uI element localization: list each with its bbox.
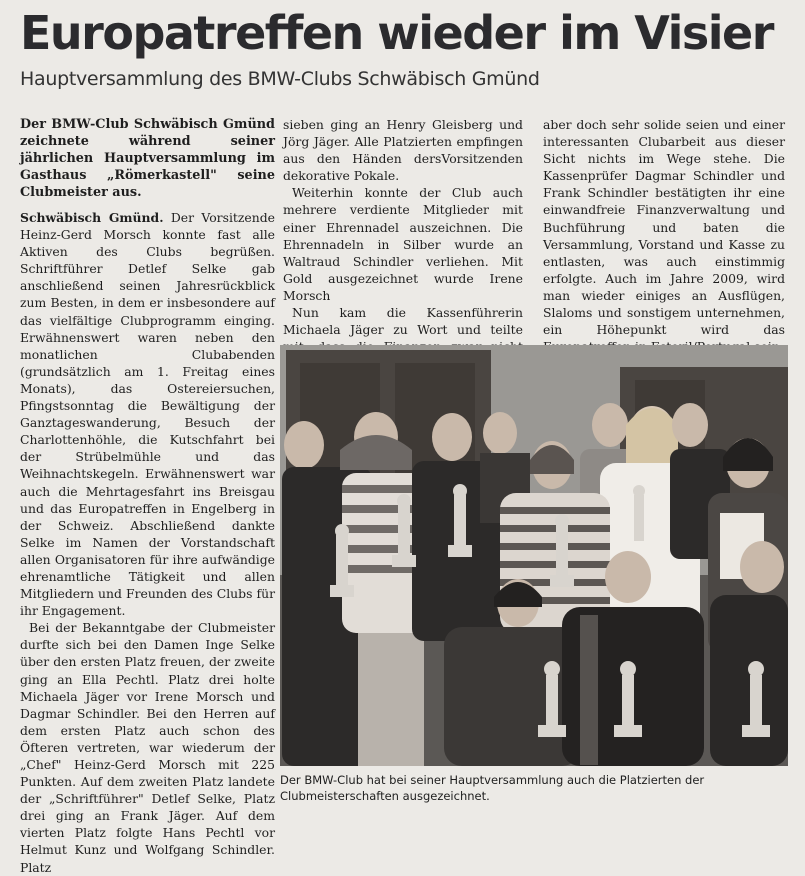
- article-headline: Europatreffen wieder im Visier: [20, 6, 773, 60]
- article-dateline: Schwäbisch Gmünd.: [20, 210, 164, 225]
- article-paragraph: Bei der Bekanntgabe der Clubmeister durfte sich bei den Damen Inge Selke über den ersten Platz freuen, der zweite ging an Ella Pechtl. Platz drei holte Michaela Jäger vor Irene Morsch und Dagmar Schindler. Bei den Herren auf dem ersten Platz auch schon des Öfteren vertreten, war wiederum der „Chef" Heinz-Gerd Morsch mit 225 Punkten. Auf dem zweiten Platz landete der „Schriftführer" Detlef Selke, Platz drei ging an Frank Jäger. Auf dem vierten Platz folgte Hans Pechtl vor Helmut Kunz und Wolfgang Schindler. Platz: [20, 620, 275, 875]
- article-column-2: [283, 116, 523, 372]
- article-column-1: [20, 116, 275, 876]
- photo-caption: Der BMW-Club hat bei seiner Hauptversammlung auch die Platzierten der Clubmeisterschaften ausgezeichnet.: [280, 773, 705, 803]
- article-paragraph: Weiterhin konnte der Club auch mehrere verdiente Mitglieder mit einer Ehrennadel auszeichnen. Die Ehrennadeln in Silber wurde an Waltraud Schindler verliehen. Mit Gold ausgezeichnet wurde Irene Morsch: [283, 185, 523, 303]
- article-paragraph: [20, 209, 275, 619]
- group-photo-illustration: [280, 345, 788, 766]
- article-paragraph-text: Der Vorsitzende Heinz-Gerd Morsch konnte fast alle Aktiven des Clubs begrüßen. Schriftführer Detlef Selke gab anschließend seinen Jahresrückblick zum Besten, in dem er insbesondere auf das vielfältige Clubprogramm einging. Erwähnenswert waren neben den monatlichen Clubabenden (grundsätzlich am 1. Freitag eines Monats), das Ostereiersuchen, Pfingstsonntag die Bewältigung der Ganztageswanderung, Besuch der Charlottenhöhle, die Kutschfahrt bei der Strübelmühle und das Weihnachtskegeln. Erwähnenswert war auch die Mehrtagesfahrt ins Breisgau und das Europatreffen in Engelberg in der Schweiz. Abschließend dankte Selke im Namen der Vorstandschaft allen Organisatoren für ihre aufwändige ehrenamtliche Tätigkeit und allen Mitgliedern und Freunden des Clubs für ihr Engagement.: [20, 210, 275, 619]
- article-paragraph: sieben ging an Henry Gleisberg und Jörg Jäger. Alle Platzierten empfingen aus den Händen dersVorsitzenden dekorative Pokale.: [283, 117, 523, 184]
- article-paragraph: aber doch sehr solide seien und einer interessanten Clubarbeit aus dieser Sicht nichts im Wege stehe. Die Kassenprüfer Dagmar Schindler und Frank Schindler bestätigten ihr eine einwandfreie Finanzverwaltung und Buchführung und baten die Versammlung, Vorstand und Kasse zu entlasten, was auch einstimmig erfolgte. Auch im Jahre 2009, wird man wieder einiges an Ausflügen, Slaloms und sonstigem unternehmen, ein Höhepunkt wird das: [543, 117, 785, 338]
- group-photo: [280, 345, 788, 766]
- article-subheadline: Hauptversammlung des BMW-Clubs Schwäbisch Gmünd: [20, 68, 540, 90]
- article-paragraph: Nun kam die Kassenführerin Michaela Jäger zu Wort und teilte: [283, 305, 523, 338]
- article-lead: Der BMW-Club Schwäbisch Gmünd zeichnete während seiner jährlichen Hauptversammlung im Gasthaus „Römerkastell" seine Clubmeister aus.: [20, 117, 275, 200]
- article-column-3: [543, 116, 785, 355]
